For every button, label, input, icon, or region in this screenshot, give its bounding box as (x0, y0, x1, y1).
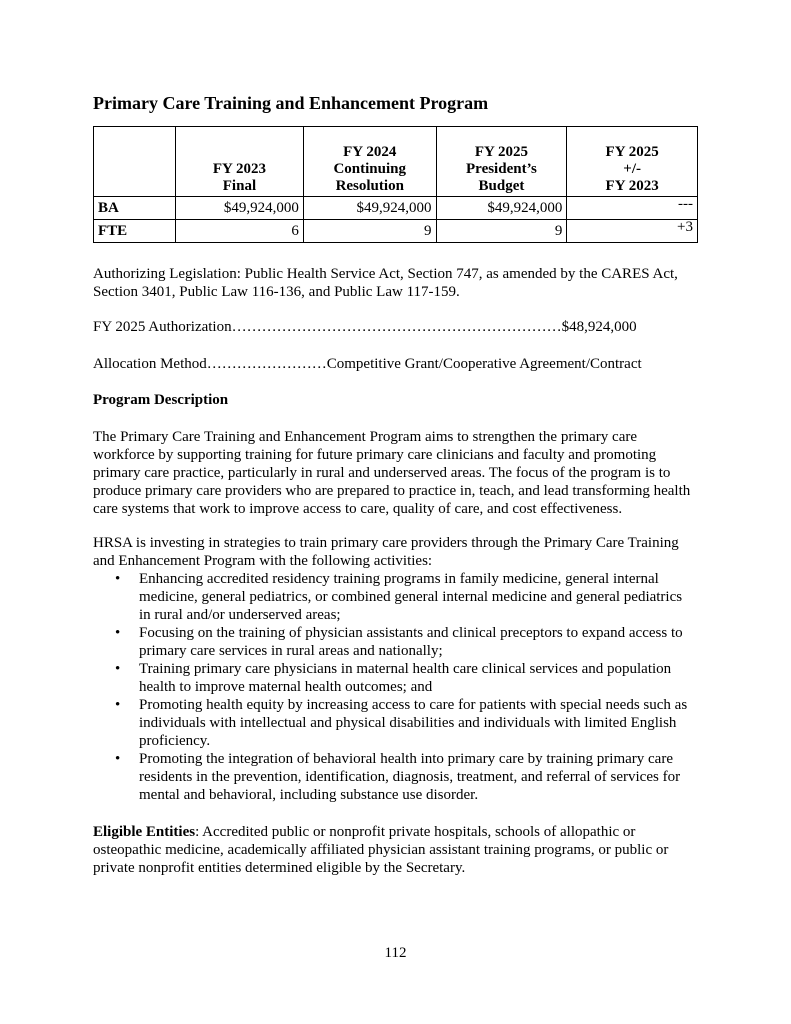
table-cell: 6 (175, 220, 303, 243)
header-text: FY 2025 +/- FY 2023 (605, 144, 659, 194)
leader-dots: ………………………………………………………… (231, 319, 562, 335)
bullet-icon: • (115, 625, 121, 641)
page-number: 112 (384, 945, 407, 961)
table-cell: $49,924,000 (436, 197, 567, 220)
list-item (93, 570, 693, 624)
authorization-label: FY 2025 Authorization (93, 319, 232, 335)
table-cell: 9 (436, 220, 567, 243)
list-item (93, 660, 693, 696)
table-cell: 9 (303, 220, 436, 243)
description-paragraph: The Primary Care Training and Enhancement Program aims to strengthen the primary care workforce by supporting training for future primary care clinicians and faculty and promoting primary care practice, particularly in rural and underserved areas. The focus of the program is to produce primary care providers who are prepared to practice in, teach, and lead transforming health care systems that work to improve access to care, quality of care, and cost effectiveness. (93, 429, 691, 517)
page-title: Primary Care Training and Enhancement Program (93, 93, 489, 113)
table-header-row (94, 127, 698, 197)
section-heading: Program Description (93, 392, 229, 408)
bullet-icon: • (115, 697, 121, 713)
allocation-value: Competitive Grant/Cooperative Agreement/Contract (326, 356, 642, 372)
eligible-label: Eligible Entities (93, 824, 196, 840)
allocation-line (93, 355, 693, 373)
table-row-fte (94, 220, 698, 243)
table-row-ba (94, 197, 698, 220)
authorizing-legislation: Authorizing Legislation: Public Health Service Act, Section 747, as amended by the CARES Act, Section 3401, Public Law 116-136, and Public Law 117-159. (93, 266, 678, 300)
table-cell: $49,924,000 (303, 197, 436, 220)
authorization-value: $48,924,000 (561, 319, 637, 335)
eligible-entities (93, 823, 693, 877)
activities-list (93, 570, 693, 804)
bullet-icon: • (115, 751, 121, 767)
table-header-fy2025 (436, 127, 567, 197)
table-cell: $49,924,000 (175, 197, 303, 220)
table-header-empty (94, 127, 176, 197)
bullet-icon: • (115, 661, 121, 677)
row-label: BA (94, 197, 176, 220)
allocation-label: Allocation Method (93, 356, 207, 372)
row-label: FTE (94, 220, 176, 243)
table-header-fy2024 (303, 127, 436, 197)
bullet-icon: • (115, 571, 121, 587)
list-item-text: Promoting the integration of behavioral health into primary care by training primary care residents in the prevention, identification, diagnosis, treatment, and referral of services for mental and behavioral, including substance use disorder. (139, 751, 681, 803)
list-item-text: Focusing on the training of physician assistants and clinical preceptors to expand access to primary care services in rural areas and nationally; (139, 625, 683, 659)
header-text: FY 2025 President’s Budget (466, 144, 537, 194)
list-item (93, 750, 693, 804)
header-text: FY 2023 Final (212, 161, 267, 194)
hrsa-intro: HRSA is investing in strategies to train primary care providers through the Primary Care Training and Enhancement Program with the following activities: (93, 535, 679, 569)
table-header-change (567, 127, 698, 197)
list-item-text: Enhancing accredited residency training programs in family medicine, general internal medicine, general pediatrics, or combined general internal medicine and general pediatrics in rural and/or underserved areas; (139, 571, 683, 623)
table-header-fy2023 (175, 127, 303, 197)
table-cell: +3 (567, 220, 698, 243)
list-item-text: Training primary care physicians in maternal health care clinical services and population health to improve maternal health outcomes; and (139, 661, 672, 695)
header-text: FY 2024 Continuing Resolution (333, 144, 406, 194)
table-cell: --- (567, 197, 698, 220)
list-item (93, 696, 693, 750)
list-item-text: Promoting health equity by increasing access to care for patients with special needs such as individuals with intellectual and physical disabilities and individuals with limited English proficiency. (139, 697, 688, 749)
budget-table (93, 126, 698, 243)
eligible-text: : Accredited public or nonprofit private hospitals, schools of allopathic or osteopathic medicine, academically affiliated physician assistant training programs, or public or private nonprofit entities determined eligible by the Secretary. (93, 824, 669, 876)
leader-dots: …………………… (206, 356, 327, 372)
list-item (93, 624, 693, 660)
authorization-line (93, 318, 693, 336)
